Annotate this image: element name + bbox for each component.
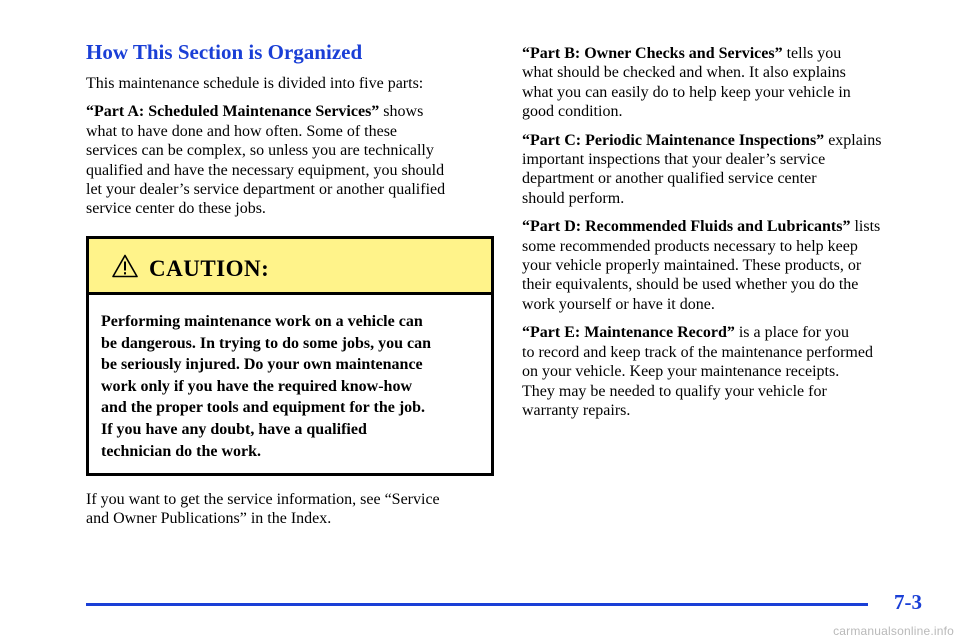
part-b-paragraph: “Part B: Owner Checks and Services” tells you what should be checked and when. It also explains what you can easily do to help keep your vehicle in good condition.: [522, 44, 932, 122]
text-line: If you want to get the service information, see “Service: [86, 491, 440, 508]
part-d-heading: “Part D: Recommended Fluids and Lubricants”: [522, 218, 851, 236]
caution-header: [89, 239, 491, 295]
text-line: service center do these jobs.: [86, 200, 266, 218]
caution-body: [101, 311, 481, 462]
text-line: what you can easily do to help keep your vehicle in: [522, 83, 851, 101]
part-d-paragraph: “Part D: Recommended Fluids and Lubricants” lists some recommended products necessary to help keep your vehicle properly maintained. These products, or their equivalents, should be used whether you do the work yourself or have it done.: [522, 217, 932, 314]
text-line: They may be needed to qualify your vehicle for: [522, 382, 827, 400]
text-line: should perform.: [522, 189, 625, 207]
warning-triangle-icon: [112, 254, 138, 278]
caution-line: be dangerous. In trying to do some jobs, you can: [101, 334, 431, 352]
text-line: their equivalents, should be used whether you do the: [522, 276, 859, 294]
right-column: [522, 44, 932, 429]
caution-box: [86, 236, 494, 476]
text-line: services can be complex, so unless you are technically: [86, 142, 434, 160]
intro-paragraph: This maintenance schedule is divided into five parts:: [86, 75, 424, 92]
page-number: 7-3: [894, 590, 922, 614]
text-line: and Owner Publications” in the Index.: [86, 510, 332, 528]
text-line: what should be checked and when. It also explains: [522, 64, 846, 82]
text-line: department or another qualified service center: [522, 170, 817, 188]
text-line: your vehicle properly maintained. These products, or: [522, 257, 862, 275]
text-line: to record and keep track of the maintenance performed: [522, 343, 873, 361]
text-line: some recommended products necessary to help keep: [522, 237, 858, 255]
text-line: important inspections that your dealer’s service: [522, 151, 826, 169]
part-e-heading: “Part E: Maintenance Record”: [522, 324, 735, 342]
part-a-paragraph: “Part A: Scheduled Maintenance Services” shows what to have done and how often. Some of these services can be complex, so unless you are technically qualified and have the necessary equipment, you should let your dealer’s service department or another qualified service center do these jobs.: [86, 102, 496, 218]
caution-line: Performing maintenance work on a vehicle can: [101, 313, 423, 330]
text-line: qualified and have the necessary equipment, you should: [86, 161, 445, 179]
page-title: How This Section is Organized: [86, 40, 363, 64]
part-c-heading: “Part C: Periodic Maintenance Inspections”: [522, 131, 825, 149]
text-line: on your vehicle. Keep your maintenance receipts.: [522, 363, 840, 381]
caution-line: technician do the work.: [101, 442, 261, 460]
caution-line: be seriously injured. Do your own maintenance: [101, 356, 423, 374]
caution-line: and the proper tools and equipment for the job.: [101, 399, 426, 417]
closing-paragraph: [86, 490, 496, 529]
left-column: [86, 74, 496, 228]
caution-title: CAUTION:: [149, 256, 270, 281]
watermark: carmanualsonline.info: [833, 624, 954, 638]
text-line: let your dealer’s service department or another qualified: [86, 181, 446, 199]
part-c-paragraph: “Part C: Periodic Maintenance Inspections” explains important inspections that your dealer’s service department or another qualified service center should perform.: [522, 131, 932, 209]
caution-line: If you have any doubt, have a qualified: [101, 420, 367, 438]
text-line: work yourself or have it done.: [522, 295, 715, 313]
part-a-heading: “Part A: Scheduled Maintenance Services”: [86, 103, 380, 121]
text-line: good condition.: [522, 103, 623, 121]
caution-line: work only if you have the required know-how: [101, 377, 412, 395]
part-e-paragraph: “Part E: Maintenance Record” is a place for you to record and keep track of the maintenance performed on your vehicle. Keep your maintenance receipts. They may be needed to qualify your vehicle for warranty repairs.: [522, 323, 932, 420]
text-line: what to have done and how often. Some of these: [86, 122, 398, 140]
text-line: warranty repairs.: [522, 401, 631, 419]
part-b-heading: “Part B: Owner Checks and Services”: [522, 45, 783, 62]
footer-divider: [86, 603, 868, 606]
